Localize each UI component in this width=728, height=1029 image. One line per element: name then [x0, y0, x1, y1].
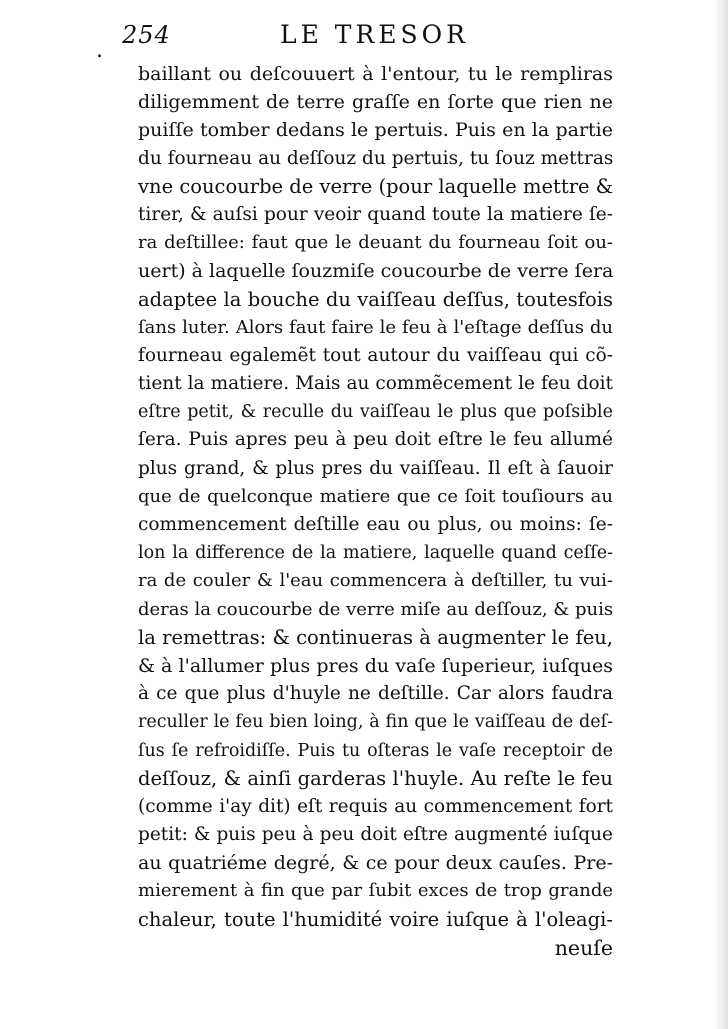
text-line: tirer, & auſsi pour veoir quand toute la matiere ſe-	[138, 203, 613, 225]
text-line: ra de couler & l'eau commencera à deſtiller, tu vui-	[138, 570, 613, 592]
text-line: à ce que plus d'huyle ne deſtille. Car alors faudra	[138, 683, 613, 705]
text-line: deſſouz, & ainſi garderas l'huyle. Au reſte le feu	[138, 766, 613, 790]
text-line: tient la matiere. Mais au commẽcement le feu doit	[138, 373, 613, 395]
text-line: puiſſe tomber dedans le pertuis. Puis en la partie	[138, 119, 613, 142]
text-line: plus grand, & plus pres du vaiſſeau. Il eſt à ſauoir	[138, 457, 613, 479]
page-edge-shadow	[714, 0, 728, 1029]
text-line: fourneau egalemẽt tout autour du vaiſſeau qui cõ-	[138, 344, 613, 366]
text-line: ſus ſe refroidiſſe. Puis tu oſteras le vaſe receptoir de	[138, 740, 613, 761]
text-line: diligemment de terre graſſe en ſorte que rien ne	[138, 91, 613, 114]
text-line: vne coucourbe de verre (pour laquelle mettre &	[138, 174, 614, 198]
text-line: adaptee la bouche du vaiſſeau deſſus, toutesfois	[138, 287, 613, 311]
running-head: LE TRESOR	[280, 20, 469, 49]
text-line: que de quelconque matiere que ce ſoit touſiours au	[138, 485, 613, 507]
text-line: reculler le feu bien loing, à fin que le vaiſſeau de deſ-	[138, 712, 613, 733]
text-line: petit: & puis peu à peu doit eſtre augmenté iuſque	[138, 824, 613, 846]
text-line: ſera. Puis apres peu à peu doit eſtre le feu allumé	[138, 429, 613, 451]
text-line: deras la coucourbe de verre miſe au deſſouz, & puis	[138, 598, 614, 620]
catchword: neuſe	[554, 935, 613, 960]
text-line: commencement deſtille eau ou plus, ou moins: ſe-	[138, 514, 613, 535]
text-line: la remettras: & continueras à augmenter le feu,	[138, 625, 613, 649]
text-line: au quatriéme degré, & ce pour deux cauſes. Pre-	[138, 852, 613, 875]
text-line: ſans luter. Alors faut faire le feu à l'eſtage deſſus du	[138, 316, 613, 338]
margin-mark: .	[96, 38, 103, 63]
text-line: eſtre petit, & reculle du vaiſſeau le plus que poſsible	[138, 402, 613, 423]
body-text	[138, 60, 613, 962]
page-number: 254	[122, 21, 171, 49]
text-line: ra deſtillee: faut que le deuant du fourneau ſoit ou-	[138, 232, 613, 254]
text-line: lon la difference de la matiere, laquelle quand ceſſe-	[138, 543, 613, 564]
text-line: baillant ou deſcouuert à l'entour, tu le rempliras	[138, 63, 613, 85]
text-line: & à l'allumer plus pres du vaſe ſuperieur, iuſques	[138, 654, 613, 677]
text-line: du fourneau au deſſouz du pertuis, tu ſouz mettras	[138, 147, 614, 169]
text-line: (comme i'ay dit) eſt requis au commencement fort	[138, 795, 613, 817]
text-line: chaleur, toute l'humidité voire iuſque à l'oleagi-	[138, 907, 613, 931]
text-line: uert) à laquelle ſouzmiſe coucourbe de verre ſera	[138, 260, 614, 283]
text-line: mierement à fin que par ſubit exces de trop grande	[138, 880, 613, 902]
